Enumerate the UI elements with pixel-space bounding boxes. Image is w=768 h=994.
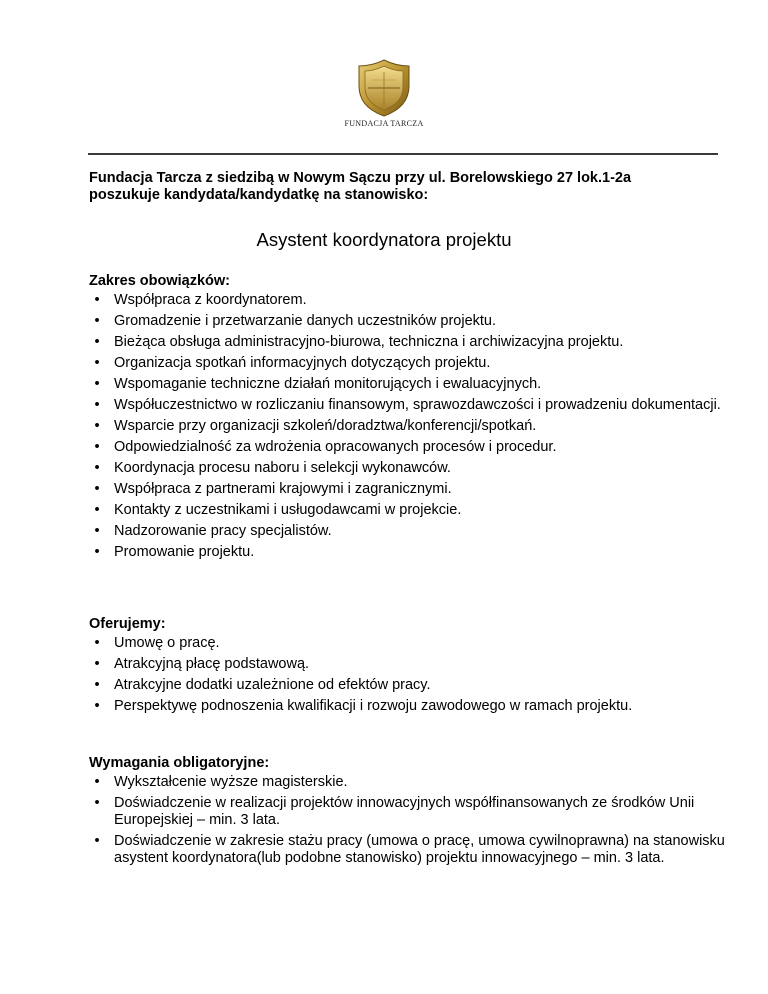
list-item-text: Organizacja spotkań informacyjnych dotyczących projektu. [114, 355, 491, 371]
header-divider [88, 153, 718, 155]
list-item-text: Wsparcie przy organizacji szkoleń/doradztwa/konferencji/spotkań. [114, 418, 537, 434]
list-item [89, 635, 729, 652]
list-item-text: Perspektywę podnoszenia kwalifikacji i rozwoju zawodowego w ramach projektu. [114, 698, 633, 714]
bullet-icon: • [94, 292, 100, 308]
bullet-icon: • [94, 313, 100, 329]
bullet-icon: • [94, 677, 100, 693]
bullet-icon: • [94, 397, 100, 413]
list-item [89, 481, 729, 498]
list-item-text: Atrakcyjne dodatki uzależnione od efektów pracy. [114, 677, 431, 693]
list-item-text: Współpraca z partnerami krajowymi i zagranicznymi. [114, 481, 452, 497]
bullet-icon: • [94, 544, 100, 560]
bullet-icon: • [94, 502, 100, 518]
list-item [89, 774, 729, 791]
list-item-text: Nadzorowanie pracy specjalistów. [114, 523, 332, 539]
list-item [89, 833, 729, 867]
bullet-icon: • [94, 795, 100, 811]
list-item-text: Promowanie projektu. [114, 544, 255, 560]
bullet-icon: • [94, 774, 100, 790]
list-item [89, 334, 729, 351]
list-item-text: Gromadzenie i przetwarzanie danych uczestników projektu. [114, 313, 497, 329]
list-item-text: Wspomaganie techniczne działań monitorujących i ewaluacyjnych. [114, 376, 542, 392]
list-item-text: Odpowiedzialność za wdrożenia opracowanych procesów i procedur. [114, 439, 557, 455]
bullet-icon: • [94, 635, 100, 651]
bullet-icon: • [94, 334, 100, 350]
list-item [89, 656, 729, 673]
list-item [89, 523, 729, 540]
shield-logo-icon [354, 58, 414, 118]
list-item [89, 460, 729, 477]
list-item [89, 355, 729, 372]
list-item [89, 795, 729, 829]
list-item [89, 698, 729, 715]
requirements-list [89, 774, 729, 867]
list-item-text: Atrakcyjną płacę podstawową. [114, 656, 310, 672]
bullet-icon: • [94, 698, 100, 714]
list-item-text: Doświadczenie w zakresie stażu pracy (umowa o pracę, umowa cywilnoprawna) na stanowisku asystent koordynatora(lub podobne stanowisko) projektu innowacyjnego – min. 3 lata. [114, 833, 725, 866]
offer-list [89, 635, 729, 715]
list-item-text: Bieżąca obsługa administracyjno-biurowa, techniczna i archiwizacyjna projektu. [114, 334, 624, 350]
section-duties [89, 272, 729, 565]
bullet-icon: • [94, 833, 100, 849]
section-heading: Zakres obowiązków: [89, 273, 231, 289]
list-item [89, 313, 729, 330]
intro-line-1: Fundacja Tarcza z siedzibą w Nowym Sączu przy ul. Borelowskiego 27 lok.1-2a [89, 170, 632, 186]
list-item-text: Kontakty z uczestnikami i usługodawcami w projekcie. [114, 502, 462, 518]
section-heading: Oferujemy: [89, 616, 166, 632]
list-item-text: Umowę o pracę. [114, 635, 220, 651]
list-item [89, 439, 729, 456]
duties-list [89, 292, 729, 561]
list-item [89, 677, 729, 694]
job-title: Asystent koordynatora projektu [256, 229, 512, 250]
list-item-text: Doświadczenie w realizacji projektów innowacyjnych współfinansowanych ze środków Unii Europejskiej – min. 3 lata. [114, 795, 695, 828]
bullet-icon: • [94, 439, 100, 455]
section-offer [89, 615, 729, 719]
bullet-icon: • [94, 418, 100, 434]
list-item-text: Współpraca z koordynatorem. [114, 292, 307, 308]
list-item [89, 418, 729, 435]
list-item-text: Koordynacja procesu naboru i selekcji wykonawców. [114, 460, 451, 476]
intro-paragraph [89, 170, 729, 204]
section-requirements [89, 754, 729, 871]
bullet-icon: • [94, 460, 100, 476]
section-heading: Wymagania obligatoryjne: [89, 755, 270, 771]
list-item [89, 397, 729, 414]
list-item [89, 544, 729, 561]
organization-name: FUNDACJA TARCZA [344, 119, 424, 128]
list-item [89, 502, 729, 519]
intro-line-2: poszukuje kandydata/kandydatkę na stanowisko: [89, 187, 429, 203]
list-item [89, 376, 729, 393]
list-item [89, 292, 729, 309]
bullet-icon: • [94, 656, 100, 672]
bullet-icon: • [94, 376, 100, 392]
logo [0, 58, 768, 118]
bullet-icon: • [94, 481, 100, 497]
bullet-icon: • [94, 523, 100, 539]
list-item-text: Współuczestnictwo w rozliczaniu finansowym, sprawozdawczości i prowadzeniu dokumentacji. [114, 397, 721, 413]
list-item-text: Wykształcenie wyższe magisterskie. [114, 774, 348, 790]
bullet-icon: • [94, 355, 100, 371]
